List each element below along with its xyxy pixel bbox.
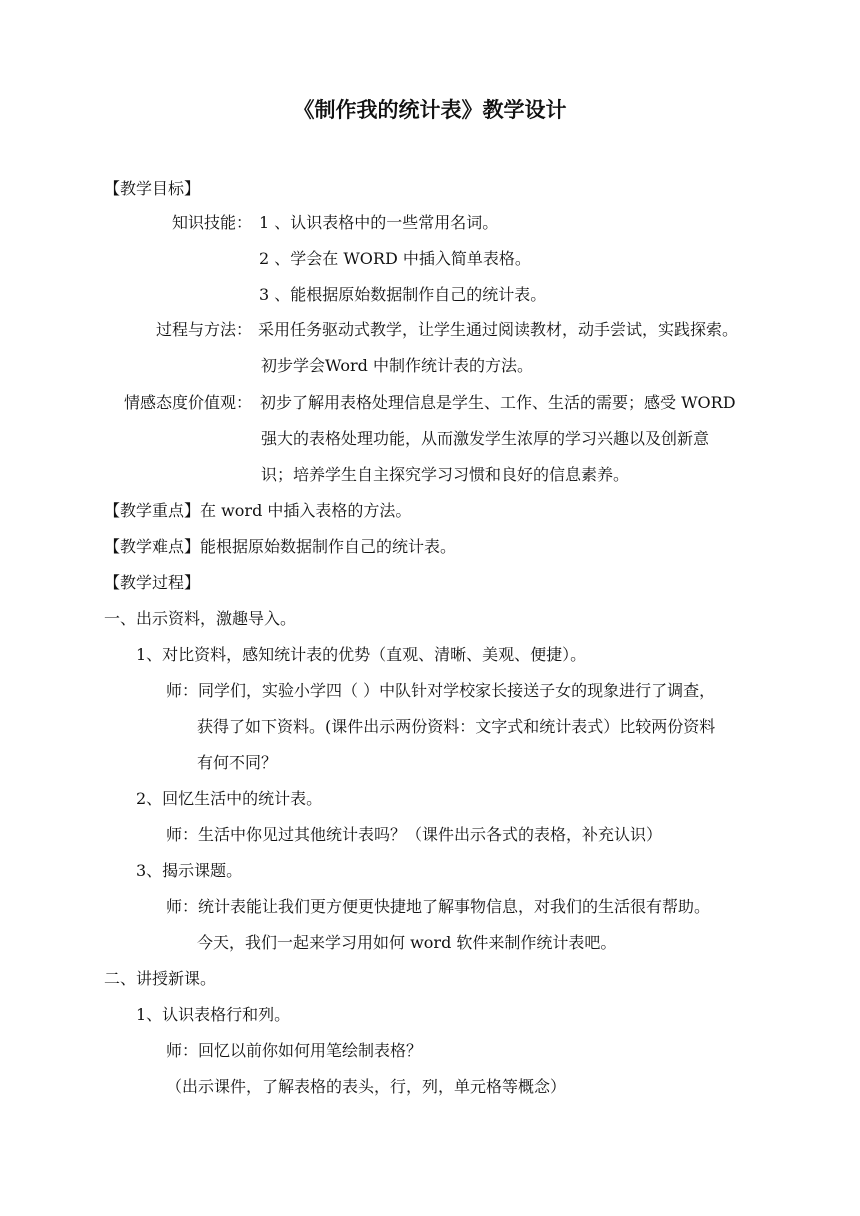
difficulty: 【教学难点】能根据原始数据制作自己的统计表。 bbox=[104, 537, 457, 556]
section1-heading: 一、出示资料，激趣导入。 bbox=[104, 609, 297, 628]
section1-item3: 3、揭示课题。 bbox=[136, 861, 243, 880]
emotion-label: 情感态度价值观： bbox=[124, 393, 253, 412]
section1-item3-text: 今天，我们一起来学习用如何 word 软件来制作统计表吧。 bbox=[197, 933, 617, 952]
section2-item1: 1、认识表格行和列。 bbox=[136, 1005, 291, 1024]
process-heading: 【教学过程】 bbox=[104, 573, 201, 592]
section2-heading: 二、讲授新课。 bbox=[104, 969, 217, 988]
section1-item3-text: 师：统计表能让我们更方便更快捷地了解事物信息，对我们的生活很有帮助。 bbox=[166, 897, 711, 916]
section1-item2-text: 师：生活中你见过其他统计表吗？（课件出示各式的表格，补充认识） bbox=[166, 825, 663, 844]
goals-heading: 【教学目标】 bbox=[104, 179, 201, 198]
knowledge-item: 2 、学会在 WORD 中插入简单表格。 bbox=[259, 249, 531, 268]
document-title: 《制作我的统计表》教学设计 bbox=[293, 98, 567, 122]
process-line: 采用任务驱动式教学，让学生通过阅读教材，动手尝试，实践探索。 bbox=[258, 320, 739, 339]
knowledge-label: 知识技能： bbox=[172, 213, 253, 232]
emotion-line: 初步了解用表格处理信息是学生、工作、生活的需要；感受 WORD bbox=[260, 393, 736, 412]
section2-item1-text: 师：回忆以前你如何用笔绘制表格？ bbox=[166, 1041, 423, 1060]
emotion-line: 识；培养学生自主探究学习习惯和良好的信息素养。 bbox=[261, 465, 630, 484]
section2-item1-note: （出示课件，了解表格的表头，行，列，单元格等概念） bbox=[166, 1077, 567, 1096]
emotion-line: 强大的表格处理功能，从而激发学生浓厚的学习兴趣以及创新意 bbox=[261, 429, 710, 448]
section1-item1-text: 获得了如下资料。(课件出示两份资料：文字式和统计表式）比较两份资料 bbox=[197, 717, 716, 736]
key-point: 【教学重点】在 word 中插入表格的方法。 bbox=[104, 501, 412, 520]
section1-item1-text: 师：同学们，实验小学四（ ）中队针对学校家长接送子女的现象进行了调查， bbox=[166, 681, 716, 700]
process-label: 过程与方法： bbox=[156, 320, 253, 339]
process-line: 初步学会Word 中制作统计表的方法。 bbox=[261, 356, 533, 375]
section1-item1-text: 有何不同？ bbox=[197, 753, 278, 772]
knowledge-item: 1 、认识表格中的一些常用名词。 bbox=[259, 213, 499, 232]
knowledge-item: 3 、能根据原始数据制作自己的统计表。 bbox=[259, 285, 547, 304]
section1-item2: 2、回忆生活中的统计表。 bbox=[136, 789, 323, 808]
section1-item1: 1、对比资料，感知统计表的优势（直观、清晰、美观、便捷）。 bbox=[136, 645, 587, 664]
